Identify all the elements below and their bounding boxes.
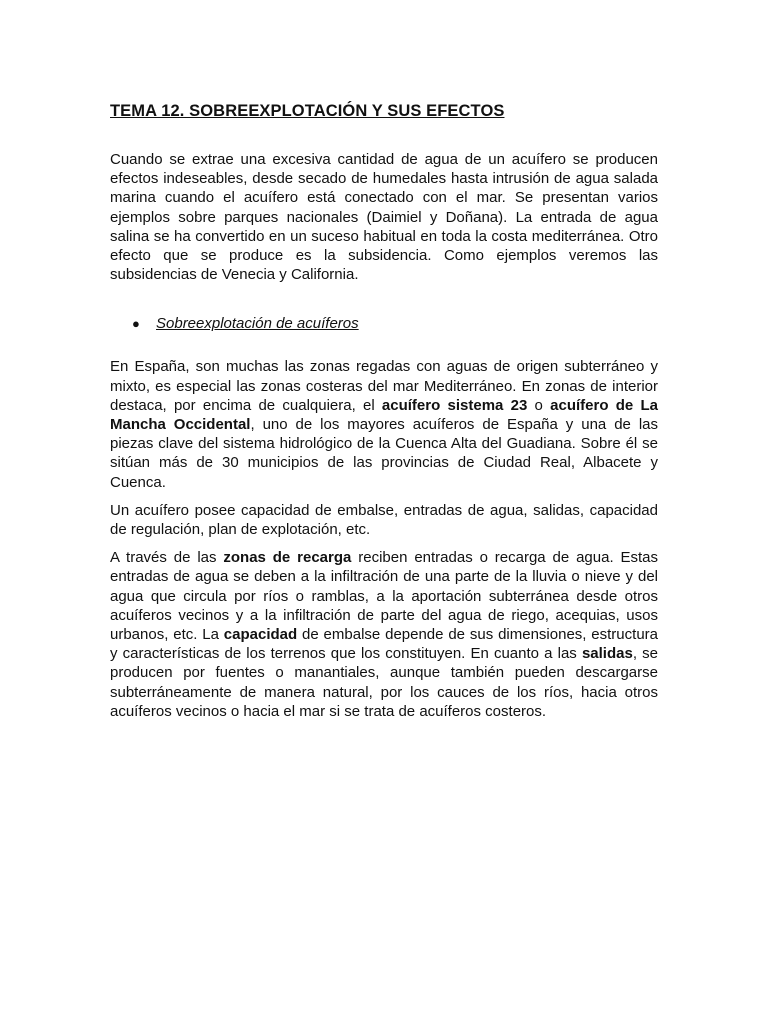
paragraph-text: , se producen por fuentes o manantiales, aunque también pueden descargarse subterráneamente de manera natural, por los cauces de los ríos, hacia otros acuíferos vecinos o hacia el mar si se trata de acuíferos costeros.: [110, 645, 658, 720]
paragraph-text: reciben entradas o recarga de agua. Estas entradas de agua se deben a la infiltración de una parte de la lluvia o nieve y del agua que circula por ríos o ramblas, a la aportación subterránea desde otros acuíferos vecinos y a la infiltración de parte del agua de riego, acequias, usos urbanos, etc. La: [110, 549, 659, 644]
paragraph-text: de embalse depende de sus dimensiones, estructura y características de los terrenos que los constituyen. En cuanto a las: [110, 626, 658, 663]
section-heading: Sobreexplotación de acuíferos: [156, 315, 359, 333]
paragraph-aquifer-capacity: Un acuífero posee capacidad de embalse, entradas de agua, salidas, capacidad de regulación, plan de explotación, etc.: [110, 501, 658, 539]
paragraph-text: A través de las: [110, 549, 224, 567]
paragraph-text: En España, son muchas las zonas regadas con aguas de origen subterráneo y mixto, es especial las zonas costeras del mar Mediterráneo. En zonas de interior destaca, por encima de cualquiera, el: [110, 358, 658, 414]
document-body: [110, 100, 658, 721]
bold-term: zonas de recarga: [223, 549, 352, 567]
paragraph-text: , uno de los mayores acuíferos de España y una de las piezas clave del sistema hidrológico de la Cuenca Alta del Guadiana. Sobre él se sitúan más de 30 municipios de las provincias de Ciudad Real, Albacete y Cuenca.: [110, 416, 658, 491]
paragraph-recharge: [110, 548, 658, 721]
bold-term: capacidad: [223, 626, 298, 644]
intro-paragraph: Cuando se extrae una excesiva cantidad de agua de un acuífero se producen efectos indeseables, desde secado de humedales hasta intrusión de agua salada marina cuando el acuífero está conectado con el mar. Se presentan varios ejemplos sobre parques nacionales (Daimiel y Doñana). La entrada de agua salina se ha convertido en un suceso habitual en toda la costa mediterránea. Otro efecto que se produce es la subsidencia. Como ejemplos veremos las subsidencias de Venecia y California.: [110, 151, 658, 284]
section-bullet: [132, 314, 658, 333]
bold-term: acuífero de La Mancha Occidental: [110, 396, 658, 434]
bullet-icon: ●: [132, 316, 140, 332]
bold-term: salidas: [581, 645, 633, 663]
paragraph-aquifer-spain: [110, 357, 658, 491]
document-title: TEMA 12. SOBREEXPLOTACIÓN Y SUS EFECTOS: [110, 102, 505, 120]
paragraph-text: o: [527, 396, 551, 414]
bold-term: acuífero sistema 23: [381, 396, 528, 414]
